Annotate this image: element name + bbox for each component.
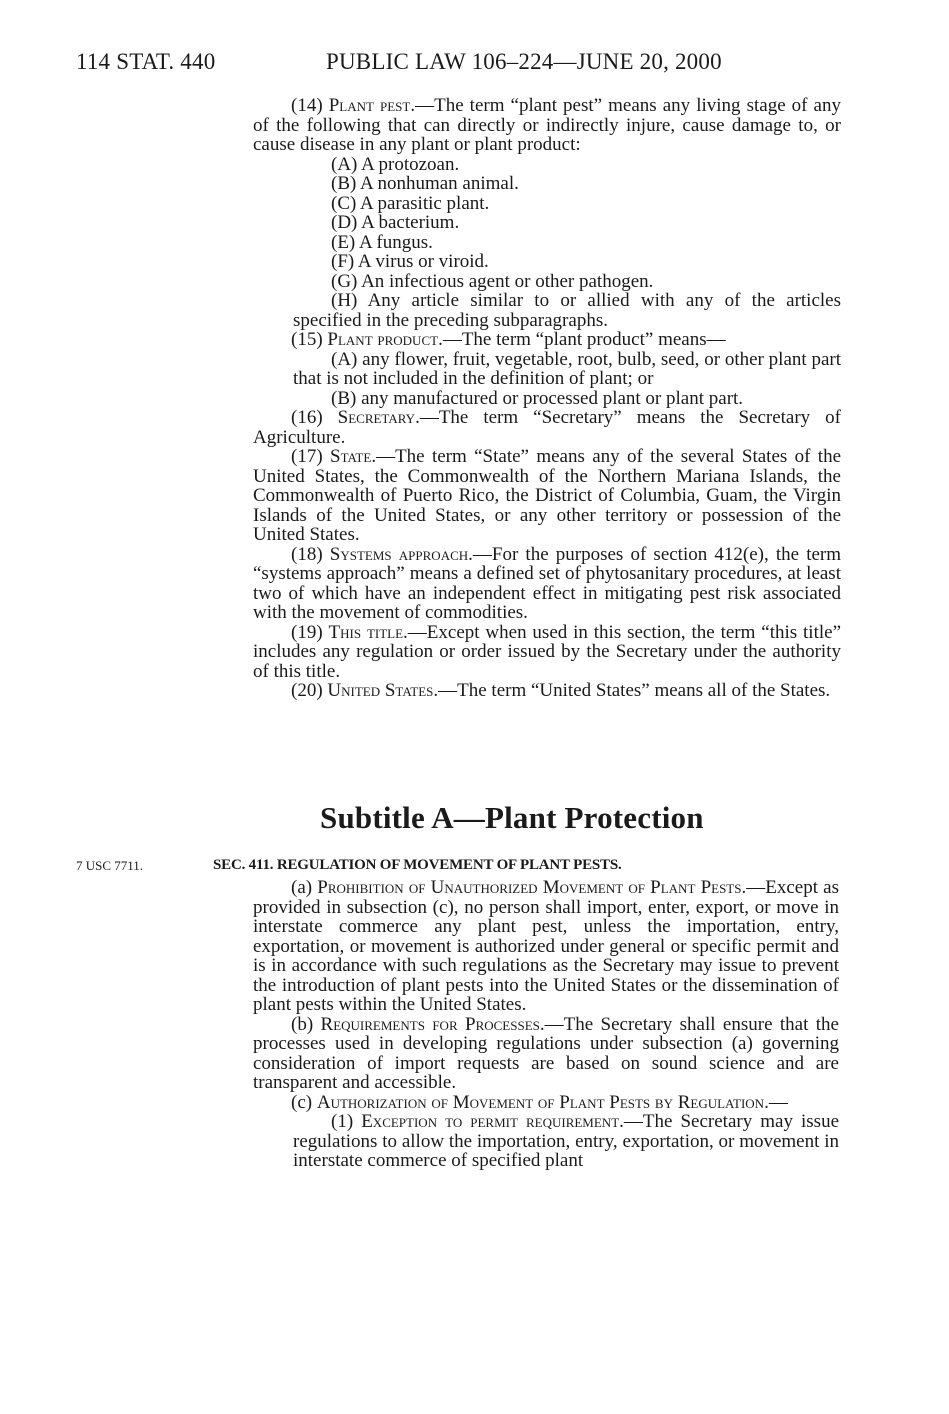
definition-16: (16) Secretary.—The term “Secretary” means the Secretary of Agriculture. — [253, 407, 841, 448]
definition-term: This title — [328, 621, 404, 643]
definition-term: State — [330, 446, 372, 467]
subsection-a: (a) Prohibition of Unauthorized Movement of Plant Pests.—Except as provided in subsection (c), no person shall import, enter, export, or move in interstate commerce any plant pest, unless the importation, entry, exportation, or movement is authorized under general or specific permit and is in accordance with such regulations as the Secretary may issue to prevent the introduction of plant pests into the United States or the dissemination of plant pests within the United States. — [253, 877, 839, 1015]
list-item: (A) A protozoan. — [331, 153, 460, 175]
paragraph-term: Exception to permit requirement — [361, 1111, 620, 1132]
definition-term: United States — [327, 680, 434, 701]
definition-20: (20) United States.—The term “United States” means all of the States. — [291, 680, 831, 701]
definition-term: Plant product — [327, 329, 439, 350]
subsection-b: (b) Requirements for Processes.—The Secretary shall ensure that the processes used in developing regulations under subsection (a) governing consideration of import requests are based on sound science and are transparent and accessible. — [253, 1013, 839, 1093]
stat-page-number: 114 STAT. 440 — [76, 49, 216, 74]
definition-18: (18) Systems approach.—For the purposes of section 412(e), the term “systems approach” means a defined set of phytosanitary procedures, at least two of which have an independent effect in mitigating pest risk associated with the movement of commodities. — [253, 543, 842, 623]
definition-17: (17) State.—The term “State” means any of the several States of the United States, the Commonwealth of the Northern Mariana Islands, the Commonwealth of Puerto Rico, the District of Columbia, Guam, the Virgin Islands of the United States, or any other territory or possession of the United States. — [253, 446, 842, 545]
paragraph-c1: (1) Exception to permit requirement.—The Secretary may issue regulations to allow the importation, entry, exportation, or movement in interstate commerce of specified plant — [293, 1111, 840, 1171]
list-item: (A) any flower, fruit, vegetable, root, bulb, seed, or other plant part that is not included in the definition of plant; or — [293, 348, 841, 389]
running-head: PUBLIC LAW 106–224—JUNE 20, 2000 — [326, 49, 722, 74]
subtitle-heading: Subtitle A—Plant Protection — [320, 800, 704, 835]
section-heading: SEC. 411. REGULATION OF MOVEMENT OF PLANT PESTS. — [213, 857, 622, 873]
definition-term: Secretary — [337, 407, 416, 428]
definition-14: (14) Plant pest.—The term “plant pest” means any living stage of any of the following that can directly or indirectly injure, cause damage to, or cause disease in any plant or plant product: — [253, 95, 841, 155]
definition-19: (19) This title.—Except when used in this section, the term “this title” includes any regulation or order issued by the Secretary under the authority of this title. — [253, 621, 841, 682]
list-item: (E) A fungus. — [331, 231, 433, 253]
list-item: (G) An infectious agent or other pathogen. — [331, 270, 654, 292]
subsection-term: Requirements for Processes — [320, 1013, 540, 1035]
definition-15: (15) Plant product.—The term “plant product” means— — [291, 329, 726, 350]
subsection-term: Authorization of Movement of Plant Pests by Regulation — [316, 1091, 765, 1113]
section-body — [213, 878, 839, 1171]
margin-citation: 7 USC 7711. — [76, 858, 144, 873]
list-item: (B) any manufactured or processed plant or plant part. — [331, 387, 744, 409]
list-item: (D) A bacterium. — [331, 212, 460, 233]
list-item: (H) Any article similar to or allied with any of the articles specified in the preceding subparagraphs. — [293, 290, 841, 331]
subsection-c: (c) Authorization of Movement of Plant Pests by Regulation.— — [291, 1091, 788, 1113]
list-item: (F) A virus or viroid. — [331, 251, 489, 272]
list-item: (B) A nonhuman animal. — [331, 173, 519, 194]
subsection-term: Prohibition of Unauthorized Movement of Plant Pests — [317, 877, 742, 898]
definitions-block — [253, 96, 841, 701]
definition-term: Plant pest — [328, 95, 411, 116]
list-item: (C) A parasitic plant. — [331, 192, 490, 214]
definition-term: Systems approach — [329, 543, 469, 565]
page-header — [76, 49, 876, 79]
